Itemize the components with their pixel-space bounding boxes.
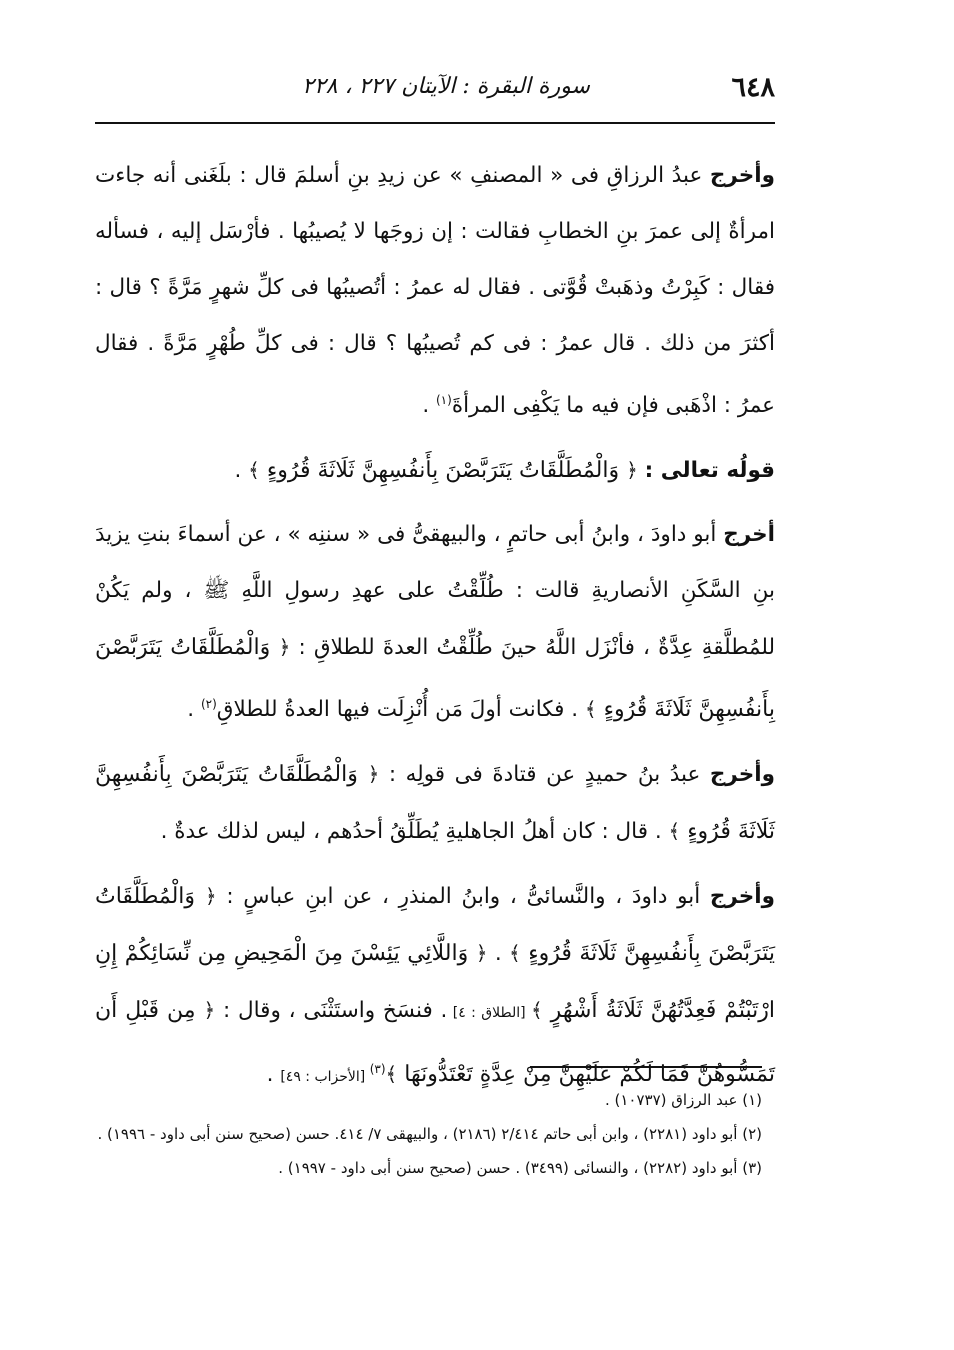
quran-verse: وَاللَّائِي يَئِسْنَ مِنَ الْمَحِيضِ مِن نِّسَائِكُمْ إِنِ ارْتَبْتُمْ فَعِدَّتُهُنَّ ثَلَاثَةُ أَشْهُرٍ [95,941,775,1024]
quran-open-bracket: ﴿ [203,998,216,1023]
paragraph-text: . قال : كان أهلُ الجاهليةِ يُطَلِّقُ أحدُهم ، ليس لذلك عدةٌ . [160,819,669,845]
footnote-2: (٢) أبو داود (٢٢٨١) ، وابن أبى حاتم ٢/٤١٤ (٢١٨٦) ، والبيهقى ٧/ ٤١٤. حسن (صحيح سنن أبى داود - ١٩٩٦) . [97,1125,762,1143]
paragraph-lead: أخرج [723,522,775,548]
quran-verse: مِن قَبْلِ أَن تَمَسُّوهُنَّ فَمَا لَكُمْ عَلَيْهِنَّ مِنْ عِدَّةٍ تَعْتَدُّونَهَا [95,998,775,1088]
surah-reference: [الطلاق : ٤] [447,1005,532,1022]
footnote-3: (٣) أبو داود (٢٢٨٢) ، والنسائى (٣٤٩٩) . حسن (صحيح سنن أبى داود - ١٩٩٧) . [278,1159,762,1177]
footnote-rule [530,1066,762,1068]
page-number: ٦٤٨ [731,72,775,103]
page-header [95,68,775,116]
surah-reference: [الأحزاب : ٤٩] [280,1069,370,1086]
main-text [95,148,775,1105]
running-title: سورة البقرة : الآيتان ٢٢٧ ، ٢٢٨ [302,74,590,99]
paragraph-text: . [487,941,510,967]
quran-verse: وَالْمُطَلَّقَاتُ يَتَرَبَّصْنَ بِأَنفُسِهِنَّ ثَلَاثَةَ قُرُوءٍ [95,762,775,845]
paragraph-lead: وأخرج [709,884,776,910]
paragraph-lead: وأخرج [709,163,775,188]
paragraph-text: . فكانت أولَ مَن أُنْزِلَت فيها العدةُ للطلاقِ [216,697,585,723]
quran-verse: وَالْمُطَلَّقَاتُ يَتَرَبَّصْنَ بِأَنفُسِهِنَّ ثَلَاثَةَ قُرُوءٍ [95,635,775,723]
paragraph-end: . [266,1062,281,1088]
quran-open-bracket: ﴿ [626,458,638,483]
paragraph-text: أبو داودَ ، وابنُ أبى حاتمٍ ، والبيهقىُّ فى « سننِه » ، عن أسماءَ بنتِ يزيدَ بنِ السَّكَنِ الأنصاريةِ قالت : طُلِّقْتُ على عهدِ رسولِ اللَّهِ ﷺ ، ولم يَكُنْ للمُطلَّقةِ عِدَّةٌ ، فأنْزَل اللَّهُ حينَ طُلِّقْتُ العدةَ للطلاقِ : [95,522,775,661]
paragraph-text: عبدُ بنُ حميدٍ عن قتادةَ فى قولِه : [379,762,710,788]
paragraph-ibn-abbas [95,868,775,1105]
verse-heading [95,442,775,499]
paragraph-text: أبو داودَ ، والنَّسائىُّ ، وابنُ المنذرِ ، عن ابنِ عباسٍ : [216,884,710,910]
paragraph-abu-dawud-asma [95,507,775,738]
footnotes [82,1083,762,1185]
paragraph-qatada [95,746,775,860]
quran-verse: وَالْمُطَلَّقَاتُ يَتَرَبَّصْنَ بِأَنفُسِهِنَّ ثَلَاثَةَ قُرُوءٍ [95,884,775,967]
footnote-1: (١) عبد الرزاق (١٠٧٣٧) . [604,1091,762,1109]
quran-close-bracket: ﴾ [509,941,521,966]
quran-open-bracket: ﴿ [475,941,488,966]
quran-open-bracket: ﴿ [367,762,380,787]
quran-verse: وَالْمُطَلَّقَاتُ يَتَرَبَّصْنَ بِأَنفُسِهِنَّ ثَلَاثَةَ قُرُوءٍ [259,458,627,484]
paragraph-text: . فنسَخ واستَثْنَى ، وقال : [215,998,448,1024]
quran-close-bracket: ﴾ [668,819,681,844]
quran-close-bracket: ﴾ [531,998,543,1023]
paragraph-lead: وأخرج [709,762,775,788]
footnote-marker-1: (١) [435,393,452,407]
quran-close-bracket: ﴾ [248,458,260,483]
paragraph-text: عبدُ الرزاقِ فى « المصنفِ » عن زيدِ بنِ أسلمَ قال : بلَغَنى أنه جاءت امرأةٌ إلى عمرَ بنِ الخطابِ فقالت : إن زوجَها لا يُصيبُها . فأرْسَل إليه ، فسأله فقال : كَبِرْتُ وذهَبتْ قُوَّتى . فقال له عمرُ : أتُصيبُها فى كلِّ شهرٍ مَرَّةً ؟ قال : أكثرَ من ذلك . قال عمرُ : فى كم تُصيبُها ؟ قال : فى كلِّ طُهْرٍ مَرَّةً . فقال عمرُ : اذْهَبى فإن فيه ما يَكْفِى المرأةَ [95,163,775,419]
footnote-marker-2: (٢) [200,697,217,712]
footnote-marker-3: (٣) [369,1062,386,1077]
header-rule [95,122,775,124]
paragraph-abdurrazzaq [95,148,775,434]
quran-close-bracket: ﴾ [385,1062,398,1087]
quran-open-bracket: ﴿ [204,884,217,909]
quran-open-bracket: ﴿ [278,635,291,660]
paragraph-end: . [187,697,201,723]
heading-end: . [234,458,249,484]
quran-close-bracket: ﴾ [584,697,597,722]
heading-label: قولُه تعالى : [644,458,775,484]
paragraph-end: . [422,393,436,419]
